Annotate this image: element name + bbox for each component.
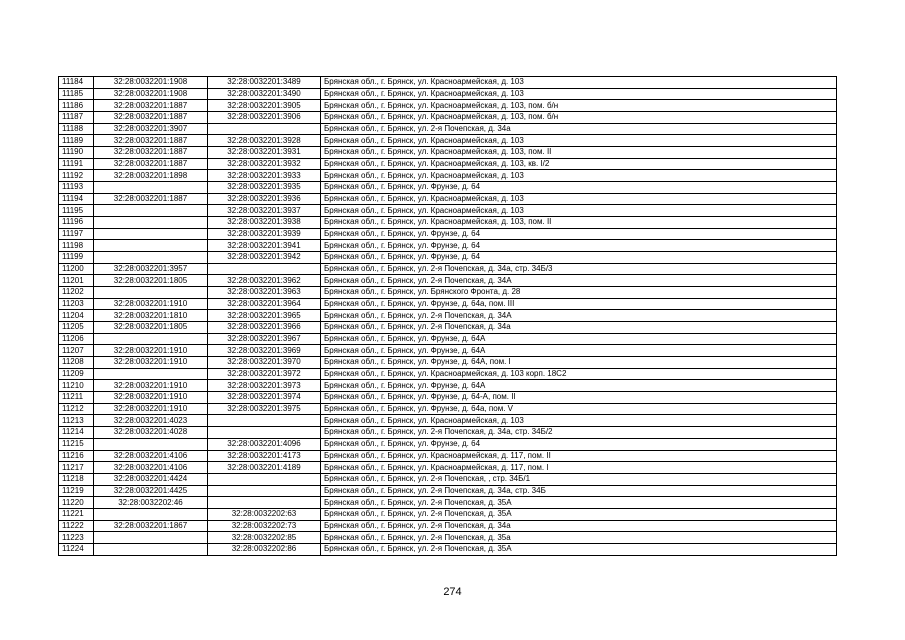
row-number-cell: 11187 bbox=[59, 112, 94, 124]
cadastral-number-cell bbox=[208, 485, 321, 497]
table-row bbox=[59, 275, 837, 287]
row-number-cell: 11222 bbox=[59, 520, 94, 532]
cadastral-number-cell: 32:28:0032201:3966 bbox=[208, 322, 321, 334]
parent-cadastral-cell bbox=[94, 217, 208, 229]
row-number-cell: 11218 bbox=[59, 473, 94, 485]
address-cell: Брянская обл., г. Брянск, ул. Фрунзе, д. 64 bbox=[321, 438, 837, 450]
parent-cadastral-cell: 32:28:0032201:1805 bbox=[94, 275, 208, 287]
cadastral-number-cell: 32:28:0032201:3490 bbox=[208, 88, 321, 100]
table-body bbox=[59, 77, 837, 556]
cadastral-number-cell: 32:28:0032201:3906 bbox=[208, 112, 321, 124]
row-number-cell: 11216 bbox=[59, 450, 94, 462]
parent-cadastral-cell bbox=[94, 182, 208, 194]
address-cell: Брянская обл., г. Брянск, ул. Брянского Фронта, д. 28 bbox=[321, 287, 837, 299]
table-row bbox=[59, 310, 837, 322]
address-cell: Брянская обл., г. Брянск, ул. Фрунзе, д. 64А bbox=[321, 380, 837, 392]
parent-cadastral-cell: 32:28:0032201:4106 bbox=[94, 462, 208, 474]
table-row bbox=[59, 228, 837, 240]
row-number-cell: 11207 bbox=[59, 345, 94, 357]
parent-cadastral-cell: 32:28:0032201:1887 bbox=[94, 112, 208, 124]
row-number-cell: 11208 bbox=[59, 357, 94, 369]
cadastral-number-cell: 32:28:0032201:3928 bbox=[208, 135, 321, 147]
parent-cadastral-cell bbox=[94, 368, 208, 380]
address-cell: Брянская обл., г. Брянск, ул. Красноармейская, д. 103 bbox=[321, 415, 837, 427]
row-number-cell: 11224 bbox=[59, 543, 94, 555]
address-cell: Брянская обл., г. Брянск, ул. Красноармейская, д. 103, кв. I/2 bbox=[321, 158, 837, 170]
table-row bbox=[59, 158, 837, 170]
cadastral-number-cell: 32:28:0032201:3967 bbox=[208, 333, 321, 345]
parent-cadastral-cell bbox=[94, 438, 208, 450]
address-cell: Брянская обл., г. Брянск, ул. Красноармейская, д. 103, пом. б/н bbox=[321, 100, 837, 112]
table-row bbox=[59, 252, 837, 264]
table-row bbox=[59, 380, 837, 392]
row-number-cell: 11212 bbox=[59, 403, 94, 415]
row-number-cell: 11197 bbox=[59, 228, 94, 240]
cadastral-number-cell: 32:28:0032202:63 bbox=[208, 508, 321, 520]
row-number-cell: 11186 bbox=[59, 100, 94, 112]
row-number-cell: 11213 bbox=[59, 415, 94, 427]
cadastral-number-cell bbox=[208, 427, 321, 439]
row-number-cell: 11190 bbox=[59, 147, 94, 159]
parent-cadastral-cell: 32:28:0032201:4424 bbox=[94, 473, 208, 485]
row-number-cell: 11194 bbox=[59, 193, 94, 205]
row-number-cell: 11199 bbox=[59, 252, 94, 264]
table-row bbox=[59, 88, 837, 100]
cadastral-number-cell: 32:28:0032201:3905 bbox=[208, 100, 321, 112]
address-cell: Брянская обл., г. Брянск, ул. 2-я Почепская, д. 35А bbox=[321, 497, 837, 509]
cadastral-number-cell: 32:28:0032201:3936 bbox=[208, 193, 321, 205]
address-cell: Брянская обл., г. Брянск, ул. Фрунзе, д. 64А, пом. I bbox=[321, 357, 837, 369]
parent-cadastral-cell bbox=[94, 543, 208, 555]
table-row bbox=[59, 135, 837, 147]
cadastral-number-cell: 32:28:0032201:3970 bbox=[208, 357, 321, 369]
parent-cadastral-cell: 32:28:0032201:4023 bbox=[94, 415, 208, 427]
cadastral-number-cell: 32:28:0032201:3935 bbox=[208, 182, 321, 194]
parent-cadastral-cell: 32:28:0032201:1887 bbox=[94, 193, 208, 205]
cadastral-number-cell: 32:28:0032201:3931 bbox=[208, 147, 321, 159]
parent-cadastral-cell: 32:28:0032201:1910 bbox=[94, 392, 208, 404]
table-row bbox=[59, 240, 837, 252]
table-row bbox=[59, 217, 837, 229]
parent-cadastral-cell bbox=[94, 240, 208, 252]
parent-cadastral-cell: 32:28:0032201:1910 bbox=[94, 345, 208, 357]
table-row bbox=[59, 287, 837, 299]
address-cell: Брянская обл., г. Брянск, ул. Фрунзе, д. 64 bbox=[321, 240, 837, 252]
address-cell: Брянская обл., г. Брянск, ул. Красноармейская, д. 103 bbox=[321, 170, 837, 182]
table-row bbox=[59, 345, 837, 357]
cadastral-number-cell bbox=[208, 263, 321, 275]
address-cell: Брянская обл., г. Брянск, ул. Красноармейская, д. 103 bbox=[321, 193, 837, 205]
parent-cadastral-cell: 32:28:0032201:1887 bbox=[94, 147, 208, 159]
row-number-cell: 11206 bbox=[59, 333, 94, 345]
parent-cadastral-cell: 32:28:0032201:1910 bbox=[94, 357, 208, 369]
parent-cadastral-cell bbox=[94, 287, 208, 299]
address-cell: Брянская обл., г. Брянск, ул. 2-я Почепская, д. 34А bbox=[321, 310, 837, 322]
address-cell: Брянская обл., г. Брянск, ул. 2-я Почепская, д. 35А bbox=[321, 508, 837, 520]
table-row bbox=[59, 415, 837, 427]
cadastral-number-cell bbox=[208, 415, 321, 427]
cadastral-number-cell: 32:28:0032201:3974 bbox=[208, 392, 321, 404]
parent-cadastral-cell: 32:28:0032201:1867 bbox=[94, 520, 208, 532]
parent-cadastral-cell: 32:28:0032201:1908 bbox=[94, 88, 208, 100]
address-cell: Брянская обл., г. Брянск, ул. Фрунзе, д. 64 bbox=[321, 252, 837, 264]
cadastral-number-cell: 32:28:0032201:4096 bbox=[208, 438, 321, 450]
parent-cadastral-cell bbox=[94, 508, 208, 520]
row-number-cell: 11214 bbox=[59, 427, 94, 439]
address-cell: Брянская обл., г. Брянск, ул. Фрунзе, д. 64-А, пом. II bbox=[321, 392, 837, 404]
cadastral-number-cell: 32:28:0032201:3932 bbox=[208, 158, 321, 170]
cadastral-number-cell: 32:28:0032202:73 bbox=[208, 520, 321, 532]
row-number-cell: 11221 bbox=[59, 508, 94, 520]
parent-cadastral-cell: 32:28:0032201:1805 bbox=[94, 322, 208, 334]
table-row bbox=[59, 450, 837, 462]
row-number-cell: 11195 bbox=[59, 205, 94, 217]
row-number-cell: 11204 bbox=[59, 310, 94, 322]
cadastral-number-cell: 32:28:0032201:3489 bbox=[208, 77, 321, 89]
address-cell: Брянская обл., г. Брянск, ул. Фрунзе, д. 64А bbox=[321, 345, 837, 357]
parent-cadastral-cell: 32:28:0032201:1887 bbox=[94, 158, 208, 170]
cadastral-number-cell: 32:28:0032201:3937 bbox=[208, 205, 321, 217]
parent-cadastral-cell bbox=[94, 532, 208, 544]
parent-cadastral-cell bbox=[94, 252, 208, 264]
parent-cadastral-cell: 32:28:0032201:3907 bbox=[94, 123, 208, 135]
cadastral-number-cell: 32:28:0032202:86 bbox=[208, 543, 321, 555]
table-row bbox=[59, 532, 837, 544]
row-number-cell: 11184 bbox=[59, 77, 94, 89]
table-row bbox=[59, 427, 837, 439]
row-number-cell: 11220 bbox=[59, 497, 94, 509]
table-row bbox=[59, 520, 837, 532]
row-number-cell: 11189 bbox=[59, 135, 94, 147]
row-number-cell: 11215 bbox=[59, 438, 94, 450]
table-row bbox=[59, 543, 837, 555]
table-row bbox=[59, 462, 837, 474]
address-cell: Брянская обл., г. Брянск, ул. Красноармейская, д. 117, пом. II bbox=[321, 450, 837, 462]
address-cell: Брянская обл., г. Брянск, ул. Фрунзе, д. 64а, пом. V bbox=[321, 403, 837, 415]
address-cell: Брянская обл., г. Брянск, ул. Красноармейская, д. 103 bbox=[321, 135, 837, 147]
parent-cadastral-cell: 32:28:0032201:1887 bbox=[94, 100, 208, 112]
cadastral-number-cell: 32:28:0032201:3939 bbox=[208, 228, 321, 240]
address-cell: Брянская обл., г. Брянск, ул. Красноармейская, д. 103 bbox=[321, 88, 837, 100]
table-row bbox=[59, 403, 837, 415]
table-row bbox=[59, 182, 837, 194]
cadastral-number-cell: 32:28:0032201:3963 bbox=[208, 287, 321, 299]
row-number-cell: 11188 bbox=[59, 123, 94, 135]
parent-cadastral-cell bbox=[94, 228, 208, 240]
cadastral-number-cell: 32:28:0032201:3933 bbox=[208, 170, 321, 182]
parent-cadastral-cell: 32:28:0032201:1910 bbox=[94, 380, 208, 392]
table-row bbox=[59, 485, 837, 497]
cadastral-number-cell: 32:28:0032201:3972 bbox=[208, 368, 321, 380]
address-cell: Брянская обл., г. Брянск, ул. Красноармейская, д. 103, пом. II bbox=[321, 147, 837, 159]
table-row bbox=[59, 123, 837, 135]
cadastral-number-cell: 32:28:0032201:3941 bbox=[208, 240, 321, 252]
address-cell: Брянская обл., г. Брянск, ул. 2-я Почепская, д. 34а, стр. 34Б/2 bbox=[321, 427, 837, 439]
address-cell: Брянская обл., г. Брянск, ул. Красноармейская, д. 103 корп. 18С2 bbox=[321, 368, 837, 380]
cadastral-number-cell: 32:28:0032201:3938 bbox=[208, 217, 321, 229]
parent-cadastral-cell: 32:28:0032201:3957 bbox=[94, 263, 208, 275]
table-row bbox=[59, 77, 837, 89]
row-number-cell: 11202 bbox=[59, 287, 94, 299]
table-row bbox=[59, 508, 837, 520]
address-cell: Брянская обл., г. Брянск, ул. Фрунзе, д. 64А bbox=[321, 333, 837, 345]
address-cell: Брянская обл., г. Брянск, ул. Красноармейская, д. 117, пом. I bbox=[321, 462, 837, 474]
parent-cadastral-cell bbox=[94, 205, 208, 217]
table-row bbox=[59, 298, 837, 310]
cadastral-number-cell bbox=[208, 497, 321, 509]
address-cell: Брянская обл., г. Брянск, ул. 2-я Почепская, д. 35А bbox=[321, 543, 837, 555]
table-row bbox=[59, 147, 837, 159]
row-number-cell: 11209 bbox=[59, 368, 94, 380]
table-row bbox=[59, 112, 837, 124]
table-row bbox=[59, 322, 837, 334]
parent-cadastral-cell: 32:28:0032202:46 bbox=[94, 497, 208, 509]
address-cell: Брянская обл., г. Брянск, ул. Красноармейская, д. 103 bbox=[321, 77, 837, 89]
parent-cadastral-cell: 32:28:0032201:1910 bbox=[94, 298, 208, 310]
row-number-cell: 11200 bbox=[59, 263, 94, 275]
row-number-cell: 11193 bbox=[59, 182, 94, 194]
row-number-cell: 11203 bbox=[59, 298, 94, 310]
row-number-cell: 11217 bbox=[59, 462, 94, 474]
address-cell: Брянская обл., г. Брянск, ул. 2-я Почепская, д. 34а, стр. 34Б/3 bbox=[321, 263, 837, 275]
address-cell: Брянская обл., г. Брянск, ул. 2-я Почепская, д. 34а bbox=[321, 322, 837, 334]
parent-cadastral-cell: 32:28:0032201:1910 bbox=[94, 403, 208, 415]
table-row bbox=[59, 357, 837, 369]
parent-cadastral-cell: 32:28:0032201:1898 bbox=[94, 170, 208, 182]
address-cell: Брянская обл., г. Брянск, ул. 2-я Почепская, д. 34а bbox=[321, 520, 837, 532]
cadastral-number-cell: 32:28:0032202:85 bbox=[208, 532, 321, 544]
row-number-cell: 11191 bbox=[59, 158, 94, 170]
address-cell: Брянская обл., г. Брянск, ул. Красноармейская, д. 103, пом. б/н bbox=[321, 112, 837, 124]
row-number-cell: 11201 bbox=[59, 275, 94, 287]
address-cell: Брянская обл., г. Брянск, ул. Фрунзе, д. 64 bbox=[321, 228, 837, 240]
address-cell: Брянская обл., г. Брянск, ул. 2-я Почепская, д. 34а, стр. 34Б bbox=[321, 485, 837, 497]
cadastral-number-cell: 32:28:0032201:3969 bbox=[208, 345, 321, 357]
table-row bbox=[59, 193, 837, 205]
table-row bbox=[59, 368, 837, 380]
parent-cadastral-cell: 32:28:0032201:4425 bbox=[94, 485, 208, 497]
parent-cadastral-cell: 32:28:0032201:1908 bbox=[94, 77, 208, 89]
row-number-cell: 11223 bbox=[59, 532, 94, 544]
address-cell: Брянская обл., г. Брянск, ул. 2-я Почепская, д. 35а bbox=[321, 532, 837, 544]
table-row bbox=[59, 438, 837, 450]
table-row bbox=[59, 392, 837, 404]
cadastral-number-cell bbox=[208, 473, 321, 485]
row-number-cell: 11198 bbox=[59, 240, 94, 252]
row-number-cell: 11211 bbox=[59, 392, 94, 404]
table-row bbox=[59, 473, 837, 485]
table-row bbox=[59, 100, 837, 112]
cadastral-number-cell: 32:28:0032201:3964 bbox=[208, 298, 321, 310]
row-number-cell: 11192 bbox=[59, 170, 94, 182]
cadastral-number-cell: 32:28:0032201:4189 bbox=[208, 462, 321, 474]
address-cell: Брянская обл., г. Брянск, ул. Красноармейская, д. 103 bbox=[321, 205, 837, 217]
row-number-cell: 11210 bbox=[59, 380, 94, 392]
cadastral-number-cell: 32:28:0032201:3965 bbox=[208, 310, 321, 322]
cadastral-number-cell: 32:28:0032201:4173 bbox=[208, 450, 321, 462]
address-cell: Брянская обл., г. Брянск, ул. 2-я Почепская, , стр. 34Б/1 bbox=[321, 473, 837, 485]
table-row bbox=[59, 205, 837, 217]
cadastral-number-cell: 32:28:0032201:3962 bbox=[208, 275, 321, 287]
row-number-cell: 11185 bbox=[59, 88, 94, 100]
table-row bbox=[59, 333, 837, 345]
table-row bbox=[59, 497, 837, 509]
address-cell: Брянская обл., г. Брянск, ул. Фрунзе, д. 64 bbox=[321, 182, 837, 194]
cadastral-number-cell: 32:28:0032201:3973 bbox=[208, 380, 321, 392]
cadastral-table bbox=[58, 76, 837, 556]
cadastral-number-cell: 32:28:0032201:3942 bbox=[208, 252, 321, 264]
parent-cadastral-cell bbox=[94, 333, 208, 345]
cadastral-number-cell: 32:28:0032201:3975 bbox=[208, 403, 321, 415]
table-row bbox=[59, 170, 837, 182]
row-number-cell: 11196 bbox=[59, 217, 94, 229]
parent-cadastral-cell: 32:28:0032201:1810 bbox=[94, 310, 208, 322]
address-cell: Брянская обл., г. Брянск, ул. Красноармейская, д. 103, пом. II bbox=[321, 217, 837, 229]
cadastral-number-cell bbox=[208, 123, 321, 135]
table-row bbox=[59, 263, 837, 275]
address-cell: Брянская обл., г. Брянск, ул. 2-я Почепская, д. 34а bbox=[321, 123, 837, 135]
parent-cadastral-cell: 32:28:0032201:4028 bbox=[94, 427, 208, 439]
address-cell: Брянская обл., г. Брянск, ул. Фрунзе, д. 64а, пом. III bbox=[321, 298, 837, 310]
parent-cadastral-cell: 32:28:0032201:1887 bbox=[94, 135, 208, 147]
parent-cadastral-cell: 32:28:0032201:4106 bbox=[94, 450, 208, 462]
row-number-cell: 11219 bbox=[59, 485, 94, 497]
page-number: 274 bbox=[443, 586, 462, 598]
address-cell: Брянская обл., г. Брянск, ул. 2-я Почепская, д. 34А bbox=[321, 275, 837, 287]
row-number-cell: 11205 bbox=[59, 322, 94, 334]
